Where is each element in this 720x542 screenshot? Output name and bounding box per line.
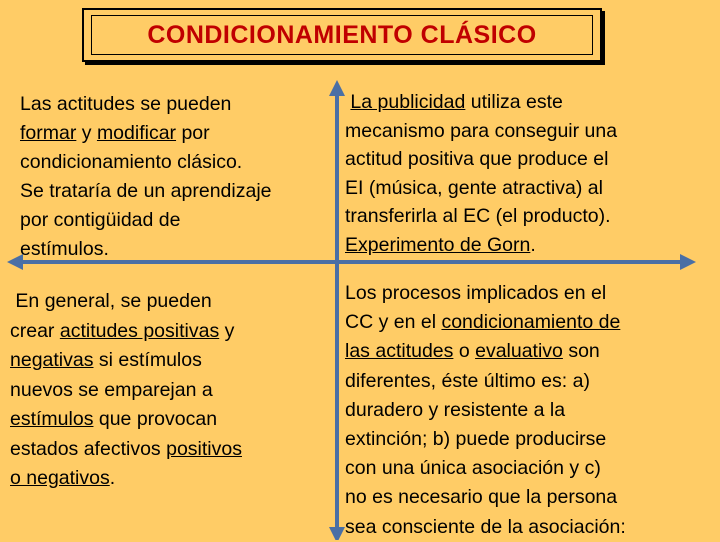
text-line: o negativos. <box>10 467 116 489</box>
text-line: duradero y resistente a la <box>345 398 566 421</box>
text-line: Se trataría de un aprendizaje <box>20 180 272 202</box>
text-line: mecanismo para conseguir una <box>345 119 618 142</box>
text-line: En general, se pueden <box>15 290 212 312</box>
text-line: EI (música, gente atractiva) al <box>345 176 603 199</box>
text-line: La publicidad utiliza este <box>350 91 563 113</box>
text-line: Experimento de Gorn. <box>345 233 536 256</box>
quadrant-top-right <box>345 88 617 259</box>
text-line: diferentes, éste último es: a) <box>345 369 590 392</box>
text-line: actitud positiva que produce el <box>345 148 609 170</box>
text-line: estímulos. <box>20 238 109 260</box>
text-line: CC y en el condicionamiento de <box>345 311 621 334</box>
text-line: con una única asociación y c) <box>345 457 601 480</box>
text-line: estímulos que provocan <box>10 408 218 430</box>
text-line: transferirla al EC (el producto). <box>345 205 611 227</box>
text-line: Los procesos implicados en el <box>345 282 607 304</box>
text-line: crear actitudes positivas y <box>10 319 235 342</box>
quadrant-bottom-right <box>345 279 626 542</box>
text-line: sea consciente de la asociación: <box>345 515 626 538</box>
text-line: extinción; b) puede producirse <box>345 428 607 451</box>
text-line: por contigüidad de <box>20 209 181 231</box>
quadrant-top-left <box>20 90 272 264</box>
text-line: formar y modificar por <box>20 122 210 144</box>
quadrant-bottom-left <box>10 287 242 494</box>
text-line: las actitudes o evaluativo son <box>345 340 600 363</box>
text-line: Las actitudes se pueden <box>20 93 232 115</box>
slide-title: CONDICIONAMIENTO CLÁSICO <box>147 20 537 49</box>
text-line: no es necesario que la persona <box>345 486 618 509</box>
text-line: negativas si estímulos <box>10 349 202 371</box>
text-line: estados afectivos positivos <box>10 437 242 460</box>
text-line: nuevos se emparejan a <box>10 378 213 401</box>
text-line: condicionamiento clásico. <box>20 151 243 173</box>
